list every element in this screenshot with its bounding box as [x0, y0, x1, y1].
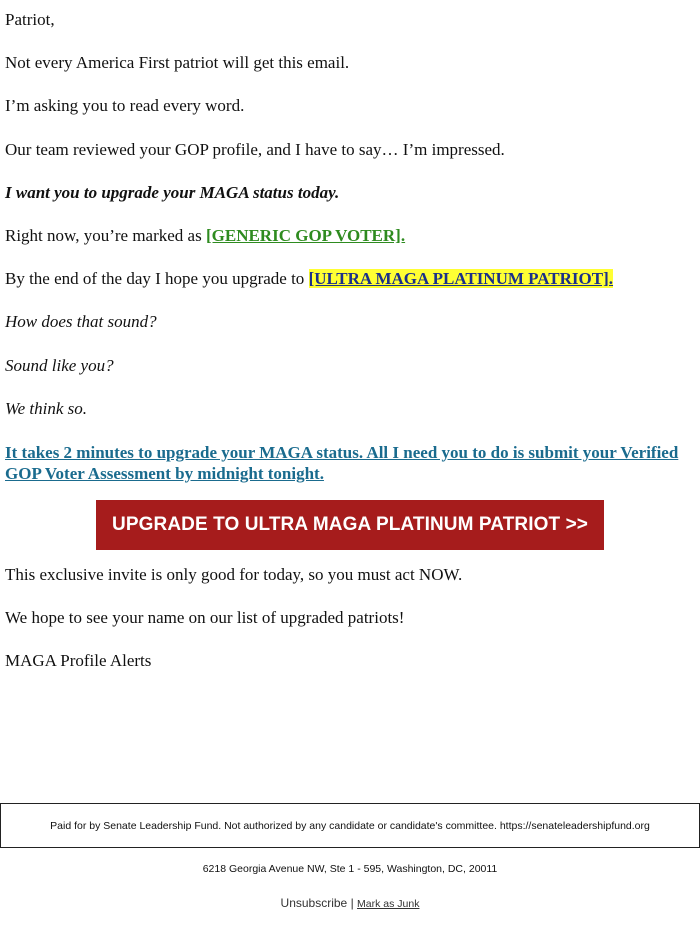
- link-separator: |: [347, 896, 358, 910]
- mailing-address: 6218 Georgia Avenue NW, Ste 1 - 595, Washington, DC, 20011: [202, 863, 498, 875]
- paragraph-sound-like-you: Sound like you?: [5, 356, 114, 375]
- paragraph-exclusive-invite: This exclusive invite is only good for today, so you must act NOW.: [5, 565, 463, 584]
- paragraph-upgrade-status: I want you to upgrade your MAGA status today.: [5, 183, 340, 202]
- paid-for-disclaimer: Paid for by Senate Leadership Fund. Not authorized by any candidate or candidate's committee. https://senateleadershipfund.org: [50, 819, 650, 832]
- greeting: Patriot,: [5, 10, 55, 29]
- paragraph-read-every-word: I’m asking you to read every word.: [5, 96, 245, 115]
- paid-for-disclaimer-box: [0, 803, 700, 848]
- current-status-prefix: Right now, you’re marked as: [5, 226, 206, 245]
- upgrade-target-prefix: By the end of the day I hope you upgrade to: [5, 269, 309, 288]
- paragraph-hope-to-see: We hope to see your name on our list of upgraded patriots!: [5, 608, 405, 627]
- paragraph-we-think-so: We think so.: [5, 399, 88, 418]
- signature: MAGA Profile Alerts: [5, 651, 152, 670]
- upgrade-cta-button[interactable]: UPGRADE TO ULTRA MAGA PLATINUM PATRIOT >>: [96, 500, 604, 550]
- paragraph-how-does-that-sound: How does that sound?: [5, 312, 157, 331]
- paragraph-not-every-patriot: Not every America First patriot will get this email.: [5, 53, 350, 72]
- platinum-patriot-link[interactable]: [ULTRA MAGA PLATINUM PATRIOT].: [308, 269, 614, 288]
- paragraph-upgrade-target: [5, 269, 695, 289]
- unsubscribe-link[interactable]: Unsubscribe: [280, 896, 348, 910]
- voter-assessment-link[interactable]: It takes 2 minutes to upgrade your MAGA status. All I need you to do is submit your Verified GOP Voter Assessment by midnight tonight.: [5, 443, 679, 483]
- paragraph-assessment: [5, 442, 695, 484]
- generic-voter-link[interactable]: [GENERIC GOP VOTER].: [205, 226, 406, 245]
- unsubscribe-row: [0, 896, 700, 910]
- paragraph-profile-reviewed: Our team reviewed your GOP profile, and I have to say… I’m impressed.: [5, 140, 505, 159]
- mark-as-junk-link[interactable]: Mark as Junk: [357, 898, 420, 910]
- paragraph-current-status: [5, 226, 695, 246]
